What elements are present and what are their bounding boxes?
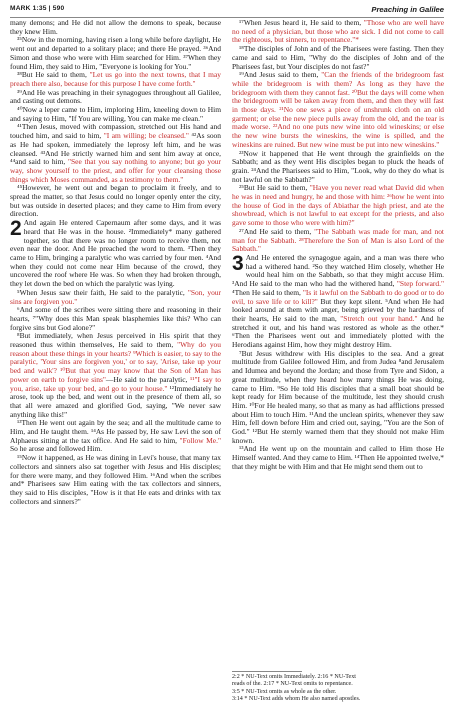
verse-text: ⁸But immediately, when Jesus perceived in His spirit that they reasoned thus within themselves, He said to them, — [10, 331, 221, 350]
verse-text: ²⁵But He said to them, — [239, 183, 310, 193]
chapter-number: 2 — [10, 217, 22, 241]
words-of-jesus: "The Sabbath was made for man, and not man for the Sabbath. ²⁸Therefore the Son of Man is also Lord of the Sabbath." — [232, 226, 444, 254]
verse-text: ⁴¹Then Jesus, moved with compassion, stretched out His hand and touched him, and said to him, — [10, 122, 221, 141]
words-of-jesus: "Have you never read what David did when he was in need and hungry, he and those with him: ²⁶how he went into the house of God in the days of Abiathar the high priest, and ate the showbread, which is not lawful to eat except for the priests, and also gave some to those who were with him?" — [232, 183, 444, 228]
footnote-line: 2:2 * NU-Text omits Immediately. 2:16 * NU-Text — [232, 674, 356, 680]
left-column — [10, 19, 221, 506]
words-of-jesus: "See that you say nothing to anyone; but go your way, show yourself to the priest, and offer for your cleansing those things which Moses commanded, as a testimony to them." — [10, 157, 221, 184]
verse-text: ⁴⁵However, he went out and began to proclaim it freely, and to spread the matter, so that Jesus could no longer openly enter the city, but was outside in deserted places; and they came to Him from every direction. — [10, 183, 221, 219]
verse-text: ¹⁸The disciples of John and of the Pharisees were fasting. Then they came and said to Him, "Why do the disciples of John and of the Pharisees fast, but Your disciples do not fast?" — [232, 44, 444, 71]
section-heading: Preaching in Galilee — [371, 5, 444, 14]
verse-text: ²³Now it happened that He went through the grainfields on the Sabbath; and as they went His disciples began to pluck the heads of grain. ²⁴And the Pharisees said to Him, "Look, why do they do what is not lawful on the Sabbath?" — [232, 148, 444, 184]
verse-paragraph — [10, 219, 221, 289]
verse-paragraph — [10, 306, 221, 332]
verse-text: ⁴Then He said to them, — [232, 287, 303, 297]
verse-text: So he arose and followed Him. — [10, 444, 103, 454]
footnote-line: reads of the. 2:17 * NU-Text omits to repentance. — [232, 681, 353, 688]
verse-paragraph — [10, 19, 221, 36]
footnotes — [232, 674, 444, 703]
words-of-jesus: "Step forward." — [396, 279, 444, 289]
verse-paragraph — [232, 350, 444, 446]
verse-text: ¹²Immediately he arose, took up the bed, and went out in the presence of them all, so that all were amazed and glorified God, saying, "We never saw anything like this!" — [10, 383, 221, 419]
words-of-jesus: "Follow Me." — [179, 435, 221, 445]
verse-text: many demons; and He did not allow the demons to speak, because they knew Him. — [10, 18, 221, 36]
words-of-jesus: "Let us go into the next towns, that I may preach there also, because for this purpose I have come forth." — [10, 70, 221, 88]
verse-text: ¹⁷When Jesus heard it, He said to them, — [239, 18, 364, 27]
verse-paragraph — [10, 289, 221, 306]
verse-text: ¹⁵Now it happened, as He was dining in Levi's house, that many tax collectors and sinners also sat together with Jesus and His disciples; for there were many, and they followed Him. ¹⁶And when the scribes and* Pharisees saw Him eating with the tax collectors and sinners, they said to His disciples, "How is it that He eats and drinks with tax collectors and sinners?" — [10, 453, 221, 506]
verse-text: But they kept silent. ⁵And when He had looked around at them with anger, being grieved by the hardness of their hearts, He said to the man, — [232, 296, 444, 323]
footnote-line: 3:5 * NU-Text omits as whole as the other. — [232, 688, 337, 695]
verse-paragraph — [10, 332, 221, 419]
verse-paragraph — [232, 184, 444, 228]
verse-text: And He entered the synagogue again, and a man was there who had a withered hand. ²So they watched Him closely, whether He would heal him on the Sabbath, so that they might accuse Him. ³And He said to the man who had the withered hand, — [232, 252, 444, 289]
verse-paragraph — [10, 106, 221, 123]
verse-paragraph — [10, 36, 221, 71]
footnote-line: 3:14 * NU-Text adds whom He also named apostles. — [232, 695, 361, 702]
running-header — [10, 5, 444, 16]
words-of-jesus: "Son, your sins are forgiven you." — [10, 287, 221, 306]
words-of-jesus: "Can the friends of the bridegroom fast while the bridegroom is with them? As long as they have the bridegroom with them they cannot fast. ²⁰But the days will come when the bridegroom will be taken away from them, and then they will fast in those days. ²¹No one sews a piece of unshrunk cloth on an old garment; or else the new piece pulls away from the old, and the tear is made worse. ²²And no one puts new wine into old wineskins; or else the new wine bursts the wineskins, the wine is spilled, and the wineskins are ruined. But new wine must be put into new wineskins." — [232, 70, 444, 149]
verse-paragraph — [10, 71, 221, 88]
words-of-jesus: "I am willing; be cleansed." — [103, 131, 189, 141]
verse-paragraph — [232, 150, 444, 185]
reference-text: MARK 1:35 — [10, 5, 47, 12]
verse-text: ⁷But Jesus withdrew with His disciples to the sea. And a great multitude from Galilee followed Him, and from Judea ⁸and Jerusalem and Idumea and beyond the Jordan; and those from Tyre and Sidon, a great multitude, when they heard how many things He was doing, came to Him. ⁹So He told His disciples that a small boat should be kept ready for Him because of the multitude, lest they should crush Him. ¹⁰For He healed many, so that as many as had afflictions pressed about Him to touch Him. ¹¹And the unclean spirits, whenever they saw Him, fell down before Him and cried out, saying, "You are the Son of God." ¹²But He sternly warned them that they should not make Him known. — [232, 348, 444, 445]
verse-text: And he stretched it out, and his hand was restored as whole as the other.* ⁶Then the Pharisees went out and immediately plotted with the Herodians against Him, how they might destroy Him. — [232, 313, 445, 350]
verse-paragraph — [232, 45, 444, 71]
words-of-jesus: ¹¹"I say to you, arise, take up your bed, and go to your house." — [10, 374, 221, 393]
verse-text: ⁴²As soon as He had spoken, immediately the leprosy left him, and he was cleansed. ⁴³And He strictly warned him and sent him away at once, ⁴⁴and said to him, — [10, 131, 221, 167]
verse-paragraph — [232, 445, 444, 471]
verse-text: ³⁹And He was preaching in their synagogues throughout all Galilee, and casting out demons. — [10, 87, 221, 106]
words-of-jesus: "Those who are well have no need of a physician, but those who are sick. I did not come to call the righteous, but sinners, to repentance."* — [232, 18, 444, 45]
verse-paragraph — [10, 123, 221, 184]
page-number: 590 — [52, 5, 65, 12]
verse-text: ⁵When Jesus saw their faith, He said to the paralytic, — [17, 287, 188, 297]
verse-text: ¹⁹And Jesus said to them, — [239, 70, 322, 80]
verse-paragraph — [232, 19, 444, 45]
words-of-jesus: "Why do you reason about these things in your hearts? ⁹Which is easier, to say to the paralytic, 'Your sins are forgiven you,' or to say, 'Arise, take up your bed and walk'? ¹⁰But that you may know that the Son of Man has power on earth to forgive sins" — [10, 340, 221, 384]
verse-paragraph — [10, 184, 221, 219]
verse-paragraph — [232, 251, 445, 350]
verse-paragraph — [232, 71, 444, 149]
verse-paragraph — [10, 419, 221, 454]
verse-text: ²⁷And He said to them, — [239, 226, 315, 236]
verse-text: ³⁸But He said to them, — [17, 70, 90, 80]
verse-text: ⁶And some of the scribes were sitting there and reasoning in their hearts, ⁷"Why does this Man speak blasphemies like this? Who can forgive sins but God alone?" — [10, 305, 221, 332]
right-column — [232, 19, 444, 472]
verse-paragraph — [10, 454, 221, 506]
verse-paragraph — [232, 228, 444, 254]
footnote-rule — [232, 671, 302, 672]
verse-text: —He said to the paralytic, — [105, 374, 191, 384]
verse-text: ¹³Then He went out again by the sea; and all the multitude came to Him, and He taught them. ¹⁴As He passed by, He saw Levi the son of Alphaeus sitting at the tax office. And He said to him, — [10, 418, 221, 445]
verse-paragraph — [10, 89, 221, 106]
words-of-jesus: "Stretch out your hand." — [340, 313, 418, 323]
verse-text: ¹³And He went up on the mountain and called to Him those He Himself wanted. And they came to Him. ¹⁴Then He appointed twelve,* that they might be with Him and that He might send them out to — [232, 444, 444, 471]
verse-text: And again He entered Capernaum after some days, and it was heard that He was in the house. ²Immediately* many gathered together, so that there was no longer room to receive them, not even near the door. And He preached the word to them. ³Then they came to Him, bringing a paralytic who was carried by four men. ⁴And when they could not come near Him because of the crowd, they uncovered the roof where He was. So when they had broken through, they let down the bed on which the paralytic was lying. — [10, 218, 221, 289]
words-of-jesus: "Is it lawful on the Sabbath to do good or to do evil, to save life or to kill?" — [232, 287, 444, 306]
chapter-number: 3 — [232, 251, 244, 275]
header-reference: MARK 1:35 | 590 — [10, 5, 65, 12]
verse-text: ³⁵Now in the morning, having risen a long while before daylight, He went out and departed to a solitary place; and there He prayed. ³⁶And Simon and those who were with Him searched for Him. ³⁷When they found Him, they said to Him, "Everyone is looking for You." — [10, 35, 221, 71]
verse-text: ⁴⁰Now a leper came to Him, imploring Him, kneeling down to Him and saying to Him, "If You are willing, You can make me clean." — [10, 105, 221, 123]
